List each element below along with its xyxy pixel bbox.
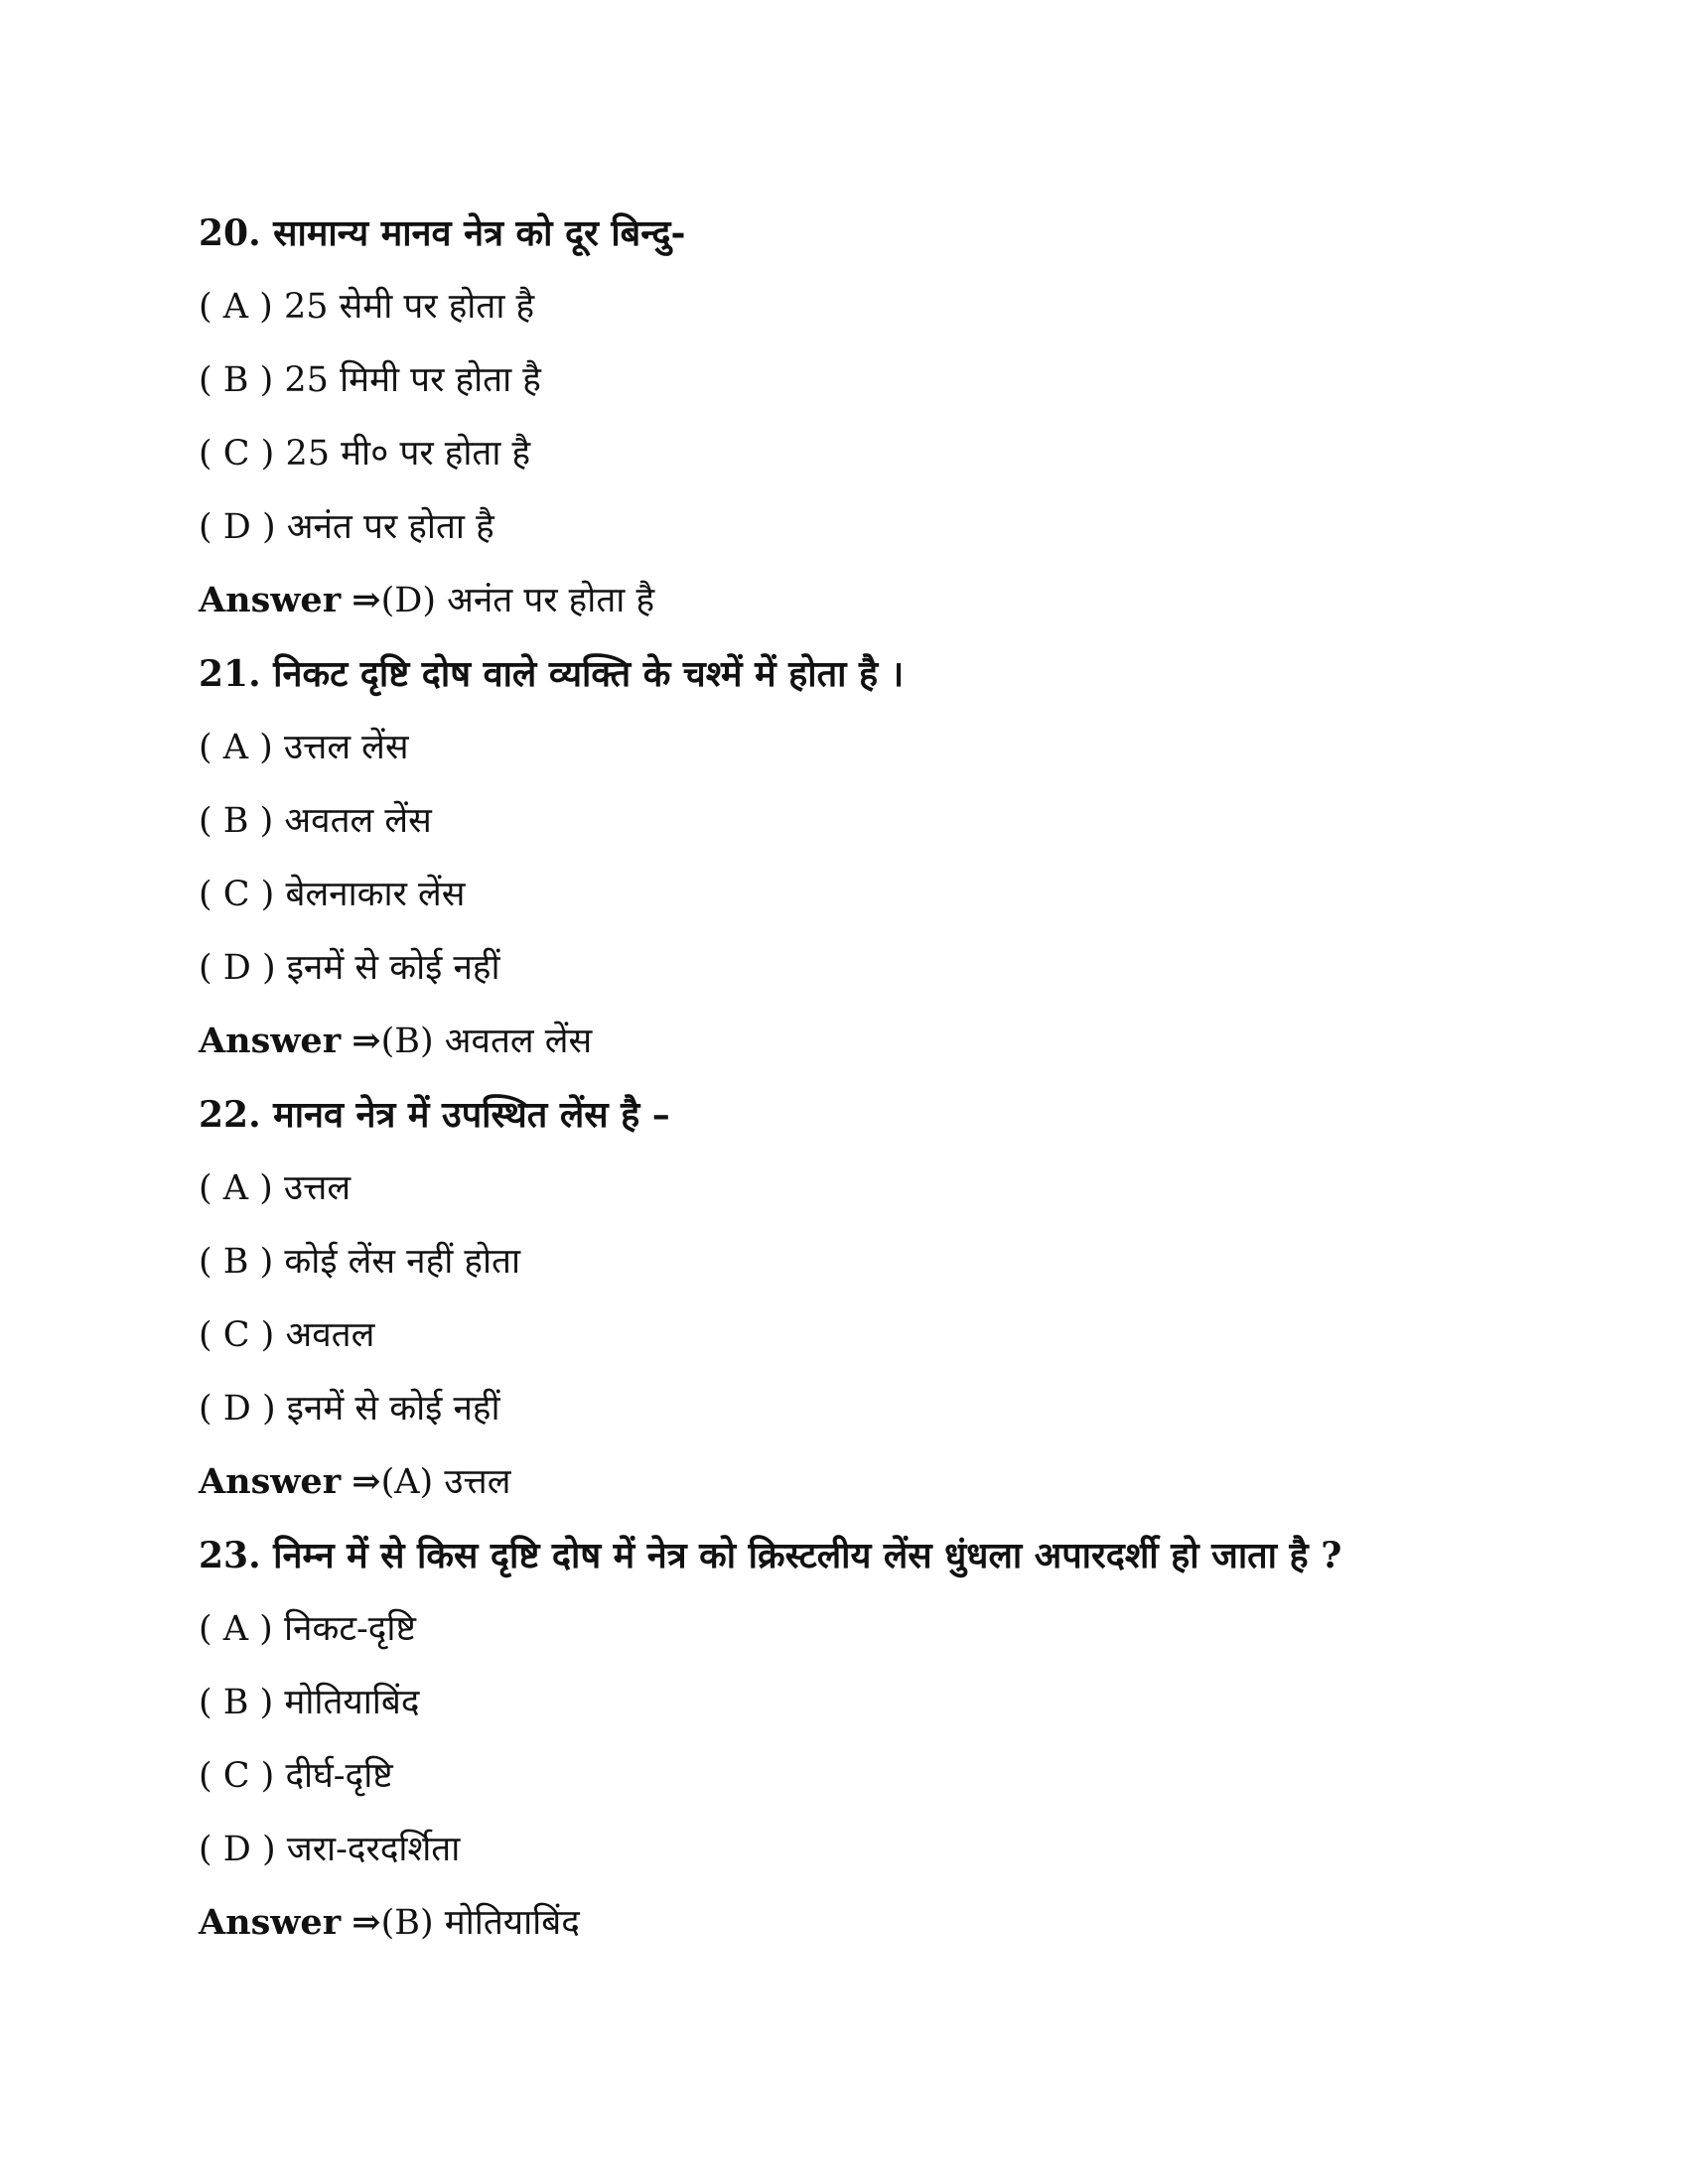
answer-value: (B) मोतियाबिंद [380, 1903, 580, 1943]
answer-label: Answer [199, 1461, 342, 1502]
option-c: ( C ) बेलनाकार लेंस [199, 875, 466, 914]
option-d: ( D ) इनमें से कोई नहीं [199, 1389, 500, 1429]
option-a: ( A ) उत्तल [199, 1168, 352, 1208]
option-a: ( A ) 25 सेमी पर होता है [199, 287, 535, 327]
question-block-23 [199, 1519, 1589, 1960]
option-b: ( B ) 25 मिमी पर होता है [199, 360, 541, 400]
option-a: ( A ) निकट-दृष्टि [199, 1609, 416, 1649]
option-c: ( C ) अवतल [199, 1315, 375, 1355]
answer-arrow-icon: ⇒ [352, 1902, 381, 1943]
answer-line [199, 1005, 1589, 1078]
answer-line [199, 564, 1589, 637]
answer-label: Answer [199, 580, 342, 620]
answer-label: Answer [199, 1902, 342, 1943]
option-d: ( D ) इनमें से कोई नहीं [199, 948, 500, 988]
answer-value: (B) अवतल लेंस [380, 1022, 593, 1061]
answer-line [199, 1886, 1589, 1960]
answer-arrow-icon: ⇒ [352, 1021, 381, 1061]
question-text: 22. मानव नेत्र में उपस्थित लेंस है – [199, 1094, 670, 1136]
answer-value: (A) उत्तल [380, 1462, 511, 1502]
question-text: 20. सामान्य मानव नेत्र को दूर बिन्दु- [199, 212, 686, 254]
answer-line [199, 1445, 1589, 1519]
document-page [199, 197, 1589, 1960]
answer-arrow-icon: ⇒ [352, 1461, 381, 1502]
option-c: ( C ) 25 मी० पर होता है [199, 434, 531, 474]
option-d: ( D ) अनंत पर होता है [199, 507, 494, 547]
option-b: ( B ) कोई लेंस नहीं होता [199, 1242, 521, 1282]
question-block-21 [199, 637, 1589, 1078]
option-c: ( C ) दीर्घ-दृष्टि [199, 1756, 393, 1796]
answer-value: (D) अनंत पर होता है [380, 581, 655, 620]
question-text: 21. निकट दृष्टि दोष वाले व्यक्ति के चश्में में होता है । [199, 653, 905, 695]
question-block-22 [199, 1078, 1589, 1519]
answer-arrow-icon: ⇒ [352, 580, 381, 620]
question-text: 23. निम्न में से किस दृष्टि दोष में नेत्र को क्रिस्टलीय लेंस धुंधला अपारदर्शी हो जाता है ? [199, 1535, 1342, 1576]
question-block-20 [199, 197, 1589, 637]
answer-label: Answer [199, 1021, 342, 1061]
option-d: ( D ) जरा-दरदर्शिता [199, 1830, 461, 1869]
option-b: ( B ) मोतियाबिंद [199, 1683, 420, 1722]
option-b: ( B ) अवतल लेंस [199, 801, 432, 841]
option-a: ( A ) उत्तल लेंस [199, 728, 409, 767]
